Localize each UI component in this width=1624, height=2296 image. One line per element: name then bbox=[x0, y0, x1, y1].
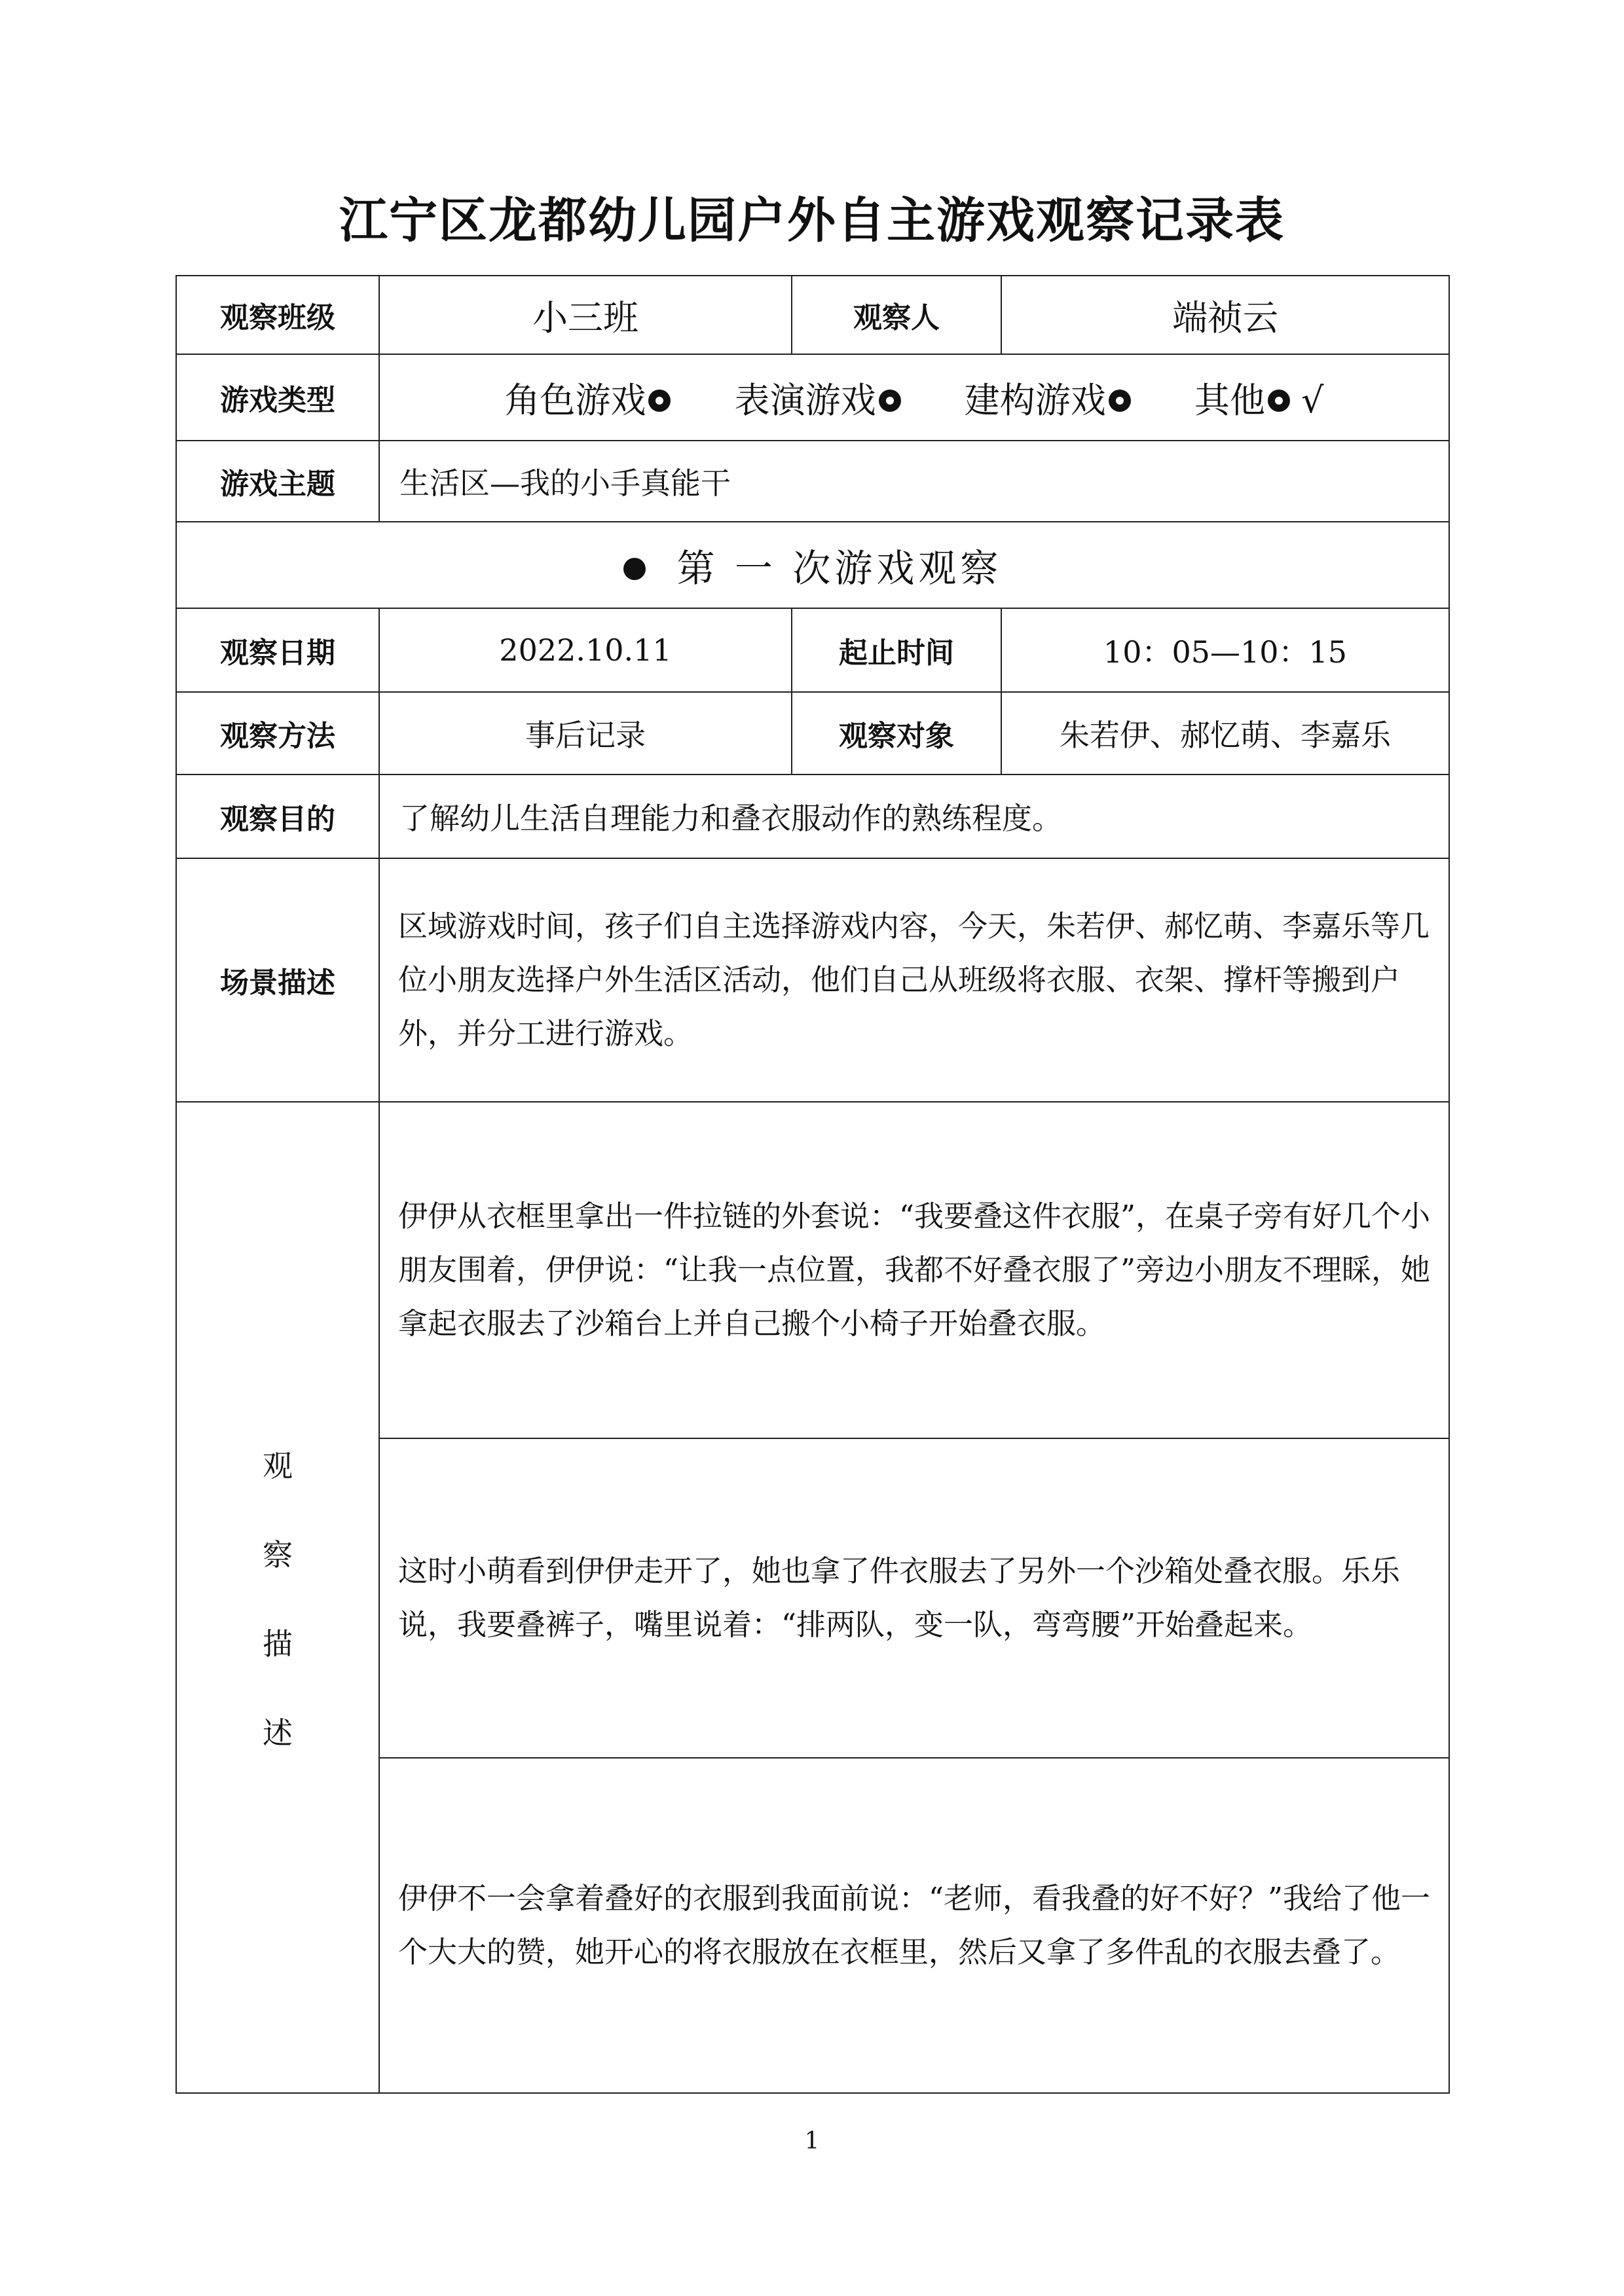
section-row bbox=[176, 522, 1449, 608]
observer-value: 端祯云 bbox=[1001, 276, 1449, 354]
subject-value: 朱若伊、郝忆萌、李嘉乐 bbox=[1001, 692, 1449, 774]
option-other: 其他 √ bbox=[1194, 379, 1324, 421]
scene-row bbox=[176, 858, 1449, 1102]
observation-paragraph-2: 这时小萌看到伊伊走开了，她也拿了件衣服去了另外一个沙箱处叠衣服。乐乐说，我要叠裤子，嘴里说着：“排两队，变一队，弯弯腰”开始叠起来。 bbox=[379, 1438, 1449, 1758]
observer-label: 观察人 bbox=[792, 276, 1001, 354]
theme-label: 游戏主题 bbox=[176, 441, 379, 522]
theme-value: 生活区—我的小手真能干 bbox=[379, 441, 1449, 522]
document-title: 江宁区龙都幼儿园户外自主游戏观察记录表 bbox=[339, 192, 1285, 249]
method-value: 事后记录 bbox=[379, 692, 792, 774]
observation-form bbox=[175, 275, 1450, 2094]
observation-paragraph-3: 伊伊不一会拿着叠好的衣服到我面前说：“老师，看我叠的好不好？”我给了他一个大大的赞，她开心的将衣服放在衣框里，然后又拿了多件乱的衣服去叠了。 bbox=[379, 1758, 1449, 2093]
observation-paragraph-1: 伊伊从衣框里拿出一件拉链的外套说：“我要叠这件衣服”，在桌子旁有好几个小朋友围着，伊伊说：“让我一点位置，我都不好叠衣服了”旁边小朋友不理睬，她拿起衣服去了沙箱台上并自己搬个小椅子开始叠衣服。 bbox=[379, 1102, 1449, 1438]
option-role-play: 角色游戏 bbox=[504, 380, 671, 421]
theme-row bbox=[176, 441, 1449, 522]
radio-circle-icon bbox=[1109, 390, 1131, 412]
time-label: 起止时间 bbox=[792, 608, 1001, 692]
scene-label: 场景描述 bbox=[176, 858, 379, 1102]
date-row bbox=[176, 608, 1449, 692]
observation-row-1 bbox=[176, 1102, 1449, 1438]
purpose-row bbox=[176, 774, 1449, 858]
method-row bbox=[176, 692, 1449, 774]
radio-circle-icon bbox=[648, 390, 671, 412]
class-value: 小三班 bbox=[379, 276, 792, 354]
page-number: 1 bbox=[804, 2128, 820, 2155]
section-title: 第 一 次游戏观察 bbox=[176, 522, 1449, 608]
subject-label: 观察对象 bbox=[792, 692, 1001, 774]
bullet-icon bbox=[623, 558, 646, 580]
time-value: 10：05—10：15 bbox=[1001, 608, 1449, 692]
game-type-options bbox=[379, 354, 1449, 441]
date-value: 2022.10.11 bbox=[379, 608, 792, 692]
option-construction: 建构游戏 bbox=[965, 380, 1131, 421]
class-label: 观察班级 bbox=[176, 276, 379, 354]
class-row bbox=[176, 276, 1449, 354]
game-type-label: 游戏类型 bbox=[176, 354, 379, 441]
date-label: 观察日期 bbox=[176, 608, 379, 692]
observation-label: 观 察 描 述 bbox=[176, 1102, 379, 2093]
purpose-value: 了解幼儿生活自理能力和叠衣服动作的熟练程度。 bbox=[379, 774, 1449, 858]
scene-description: 区域游戏时间，孩子们自主选择游戏内容，今天，朱若伊、郝忆萌、李嘉乐等几位小朋友选择户外生活区活动，他们自己从班级将衣服、衣架、撑杆等搬到户外，并分工进行游戏。 bbox=[379, 858, 1449, 1102]
check-mark: √ bbox=[1301, 379, 1324, 421]
option-performance: 表演游戏 bbox=[735, 380, 901, 421]
purpose-label: 观察目的 bbox=[176, 774, 379, 858]
radio-circle-icon bbox=[879, 390, 901, 412]
radio-circle-icon bbox=[1268, 390, 1290, 412]
method-label: 观察方法 bbox=[176, 692, 379, 774]
game-type-row bbox=[176, 354, 1449, 441]
